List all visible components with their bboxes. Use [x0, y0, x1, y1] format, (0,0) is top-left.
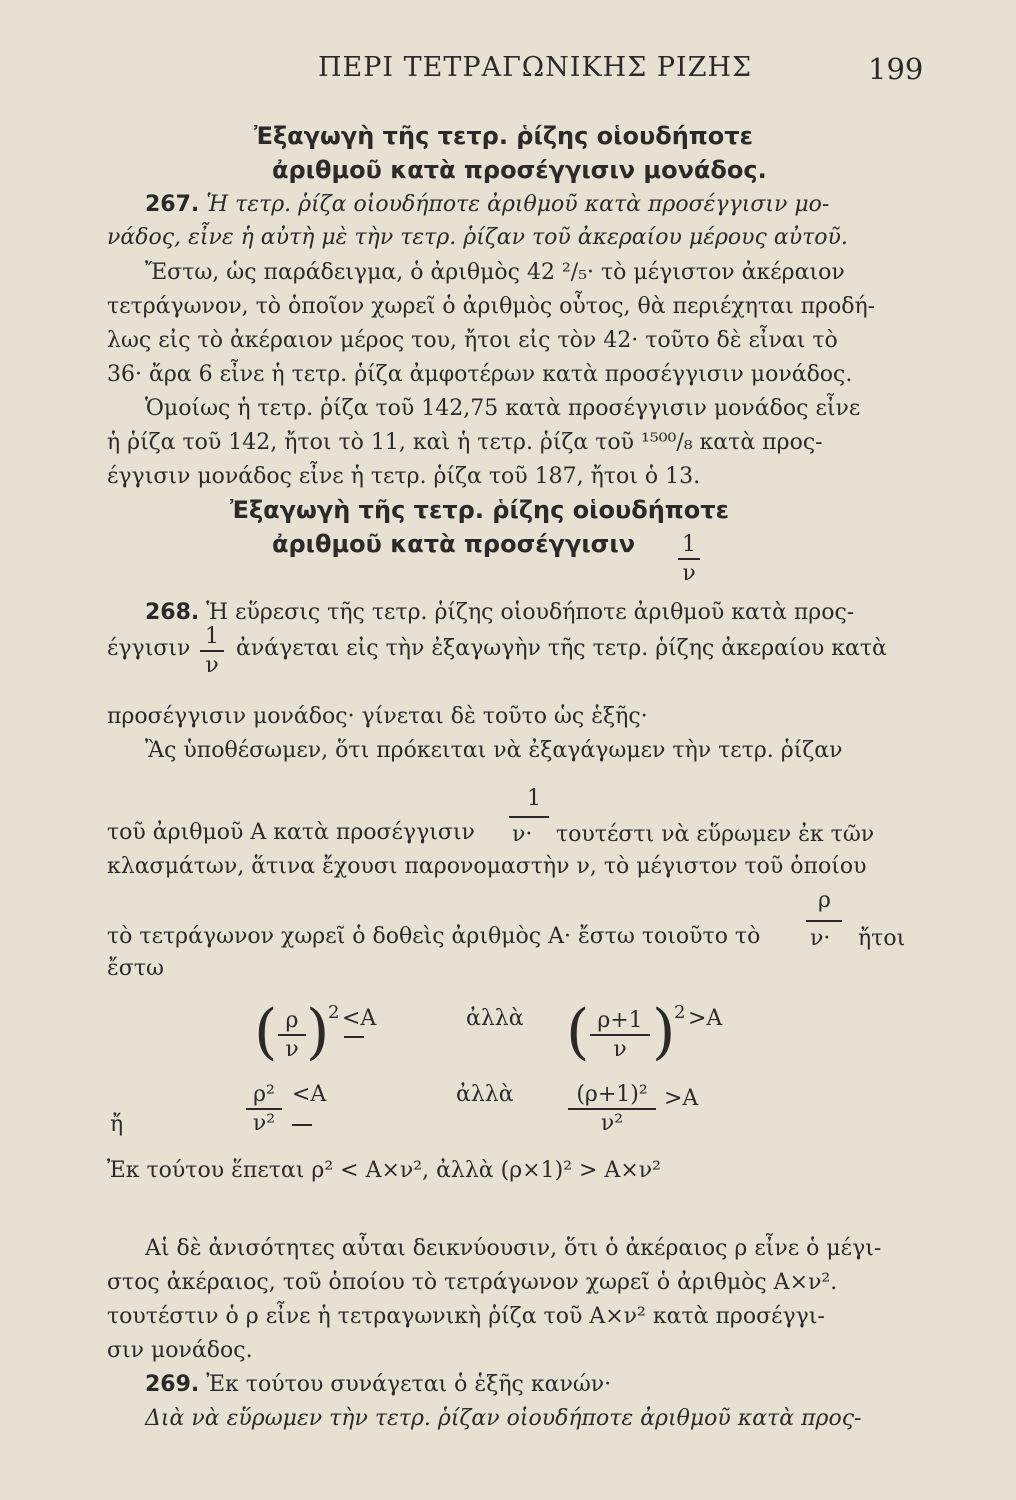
paragraph-line: τετράγωνον, τὸ ὁποῖον χωρεῖ ὁ ἀριθμὸς οὗτος, θὰ περιέχηται προδή-	[107, 294, 876, 319]
fraction-bar	[509, 816, 549, 818]
left-paren: (	[254, 997, 278, 1067]
fraction-numerator: ρ²	[253, 1082, 275, 1107]
section-heading: ἀριθμοῦ κατὰ προσέγγισιν μονάδος.	[272, 156, 767, 184]
fraction-bar	[806, 920, 842, 922]
heading-fraction	[678, 532, 700, 586]
paragraph-line: τουτέστι νὰ εὕρωμεν ἐκ τῶν	[556, 822, 875, 847]
paragraph-line: Ἐκ τούτου ἕπεται ρ² < Α×ν², ἀλλὰ (ρ×1)² > Α×ν²	[107, 1158, 661, 1183]
paragraph-line: τὸ τετράγωνον χωρεῖ ὁ δοθεὶς ἀριθμὸς Α· ἔστω τοιοῦτο τὸ	[107, 924, 761, 949]
fraction-denominator: ν	[285, 1037, 299, 1062]
paragraph-line: ἤτοι	[858, 926, 906, 951]
paragraph-text: Ἡ εὕρεσις τῆς τετρ. ῥίζης οἱουδήποτε ἀριθμοῦ κατὰ προς-	[206, 600, 855, 625]
section-number: 269.	[145, 1372, 200, 1397]
paragraph-line: τουτέστιν ὁ ρ εἶνε ἡ τετραγωνικὴ ῥίζα τοῦ Α×ν² κατὰ προσέγγι-	[107, 1304, 825, 1329]
display-fraction	[590, 1008, 650, 1062]
paragraph-line: Ἔστω, ὡς παράδειγμα, ὁ ἀριθμὸς 42 ²/₅· τὸ μέγιστον ἀκέραιον	[145, 260, 845, 285]
fraction-denominator: ν	[205, 653, 219, 678]
paragraph-line: προσέγγισιν μονάδος· γίνεται δὲ τοῦτο ὡς ἑξῆς·	[107, 704, 648, 729]
paragraph-line: τοῦ ἀριθμοῦ Α κατὰ προσέγγισιν	[107, 820, 475, 845]
paragraph-line: Διὰ νὰ εὕρωμεν τὴν τετρ. ῥίζαν οἱουδήποτε ἀριθμοῦ κατὰ προς-	[145, 1406, 862, 1431]
fraction-bar	[246, 1108, 282, 1110]
paragraph-line: νάδος, εἶνε ἡ αὐτὴ μὲ τὴν τετρ. ῥίζαν τοῦ ἀκεραίου μέρους αὐτοῦ.	[107, 225, 848, 250]
paragraph-line: σιν μονάδος.	[107, 1338, 253, 1363]
theorem-text: Ἡ τετρ. ῥίζα οἱουδήποτε ἀριθμοῦ κατὰ προσέγγισιν μο-	[206, 192, 830, 217]
fraction-numerator: 1	[205, 624, 219, 649]
exponent: 2	[328, 1002, 340, 1023]
paragraph-line: κλασμάτων, ἅτινα ἔχουσι παρονομαστὴν ν, τὸ μέγιστον τοῦ ὁποίου	[107, 854, 867, 879]
paragraph-line: ἀνάγεται εἰς τὴν ἐξαγωγὴν τῆς τετρ. ῥίζης ἀκεραίου κατὰ	[236, 636, 887, 661]
paragraph-line: 36· ἄρα 6 εἶνε ἡ τετρ. ῥίζα ἀμφοτέρων κατὰ προσέγγισιν μονάδος.	[107, 362, 853, 387]
paragraph-line: Ὁμοίως ἡ τετρ. ῥίζα τοῦ 142,75 κατὰ προσέγγισιν μονάδος εἶνε	[145, 396, 861, 421]
paragraph-line: Αἱ δὲ ἀνισότητες αὗται δεικνύουσιν, ὅτι ὁ ἀκέραιος ρ εἶνε ὁ μέγι-	[145, 1236, 882, 1261]
fraction-numerator: ρ+1	[597, 1008, 643, 1033]
left-paren: (	[566, 997, 590, 1067]
paragraph-line: ἔστω	[107, 956, 164, 981]
fraction-numerator: ρ	[818, 888, 831, 913]
inequality: <Α	[342, 1006, 377, 1031]
conjunction: ἀλλὰ	[466, 1006, 524, 1031]
inequality: >Α	[664, 1086, 699, 1111]
paragraph-line	[145, 600, 854, 625]
exponent: 2	[674, 1002, 686, 1023]
fraction-numerator: ρ	[285, 1008, 299, 1033]
section-heading: ἀριθμοῦ κατὰ προσέγγισιν	[272, 530, 636, 558]
fraction-denominator: ν²	[600, 1111, 624, 1136]
fraction-numerator: (ρ+1)²	[576, 1082, 648, 1107]
right-paren: )	[306, 997, 330, 1067]
section-number: 268.	[145, 600, 200, 625]
inequality: <Α	[292, 1082, 327, 1107]
fraction-denominator: ν·	[810, 926, 831, 951]
inline-fraction	[200, 624, 224, 678]
paragraph-line: στος ἀκέραιος, τοῦ ὁποίου τὸ τετράγωνον χωρεῖ ὁ ἀριθμὸς Α×ν².	[107, 1270, 838, 1295]
fraction-bar	[278, 1034, 306, 1036]
fraction-bar	[678, 558, 700, 560]
section-heading: Ἐξαγωγὴ τῆς τετρ. ῥίζης οἱουδήποτε	[254, 122, 753, 150]
running-title: ΠΕΡΙ ΤΕΤΡΑΓΩΝΙΚΗΣ ΡΙΖΗΣ	[318, 52, 753, 83]
conjunction: ἤ	[110, 1112, 124, 1137]
paragraph-text: Ἐκ τούτου συνάγεται ὁ ἑξῆς κανών·	[206, 1372, 612, 1397]
page-header	[0, 52, 1016, 92]
fraction-denominator: ν²	[252, 1111, 276, 1136]
right-paren: )	[652, 997, 676, 1067]
fraction-bar	[590, 1034, 650, 1036]
paragraph-line	[145, 1372, 611, 1397]
display-fraction	[246, 1082, 282, 1136]
display-fraction	[568, 1082, 656, 1136]
fraction-bar	[568, 1108, 656, 1110]
paragraph-line: ἡ ῥίζα τοῦ 142, ἤτοι τὸ 11, καὶ ἡ τετρ. ῥίζα τοῦ ¹⁵⁰⁰/₈ κατὰ προς-	[107, 430, 823, 455]
paragraph-line: λως εἰς τὸ ἀκέραιον μέρος του, ἤτοι εἰς τὸν 42· τοῦτο δὲ εἶναι τὸ	[107, 328, 838, 353]
fraction-bar	[200, 650, 224, 652]
equality-bar	[344, 1036, 364, 1038]
fraction-numerator: 1	[527, 786, 541, 811]
fraction-denominator: ν	[613, 1037, 627, 1062]
page-number: 199	[868, 52, 924, 86]
fraction-numerator: 1	[682, 532, 696, 557]
section-heading: Ἐξαγωγὴ τῆς τετρ. ῥίζης οἱουδήποτε	[230, 496, 729, 524]
equality-bar	[292, 1124, 312, 1126]
fraction-denominator: ν·	[512, 822, 533, 847]
display-fraction	[278, 1008, 306, 1062]
inequality: >Α	[688, 1006, 723, 1031]
paragraph-line: έγγισιν μονάδος εἶνε ἡ τετρ. ῥίζα τοῦ 187, ἤτοι ὁ 13.	[107, 464, 701, 489]
conjunction: ἀλλὰ	[456, 1082, 514, 1107]
paragraph-line: έγγισιν	[107, 636, 191, 661]
paragraph-line	[145, 192, 829, 217]
section-number: 267.	[145, 192, 200, 217]
paragraph-line: Ἂς ὑποθέσωμεν, ὅτι πρόκειται νὰ ἐξαγάγωμεν τὴν τετρ. ῥίζαν	[145, 738, 843, 763]
fraction-denominator: ν	[682, 561, 696, 586]
